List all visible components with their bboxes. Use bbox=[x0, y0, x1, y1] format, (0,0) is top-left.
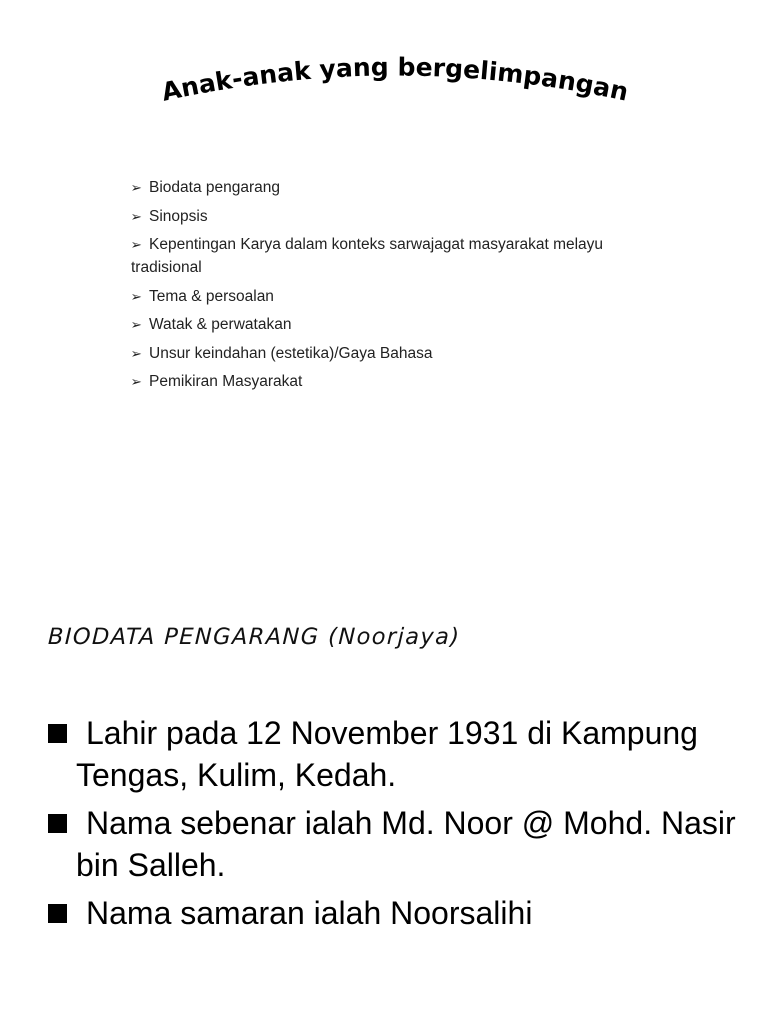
fact-item bbox=[48, 802, 738, 886]
arrow-bullet-icon: ➢ bbox=[130, 345, 143, 361]
outline-item-label: Pemikiran Masyarakat bbox=[149, 373, 303, 390]
outline-item bbox=[131, 342, 671, 365]
fact-text: Nama samaran ialah Noorsalihi bbox=[86, 895, 533, 931]
outline-item bbox=[131, 176, 671, 199]
outline-item bbox=[131, 313, 671, 336]
arrow-bullet-icon: ➢ bbox=[130, 237, 143, 252]
square-bullet-icon bbox=[48, 724, 67, 743]
square-bullet-icon bbox=[48, 814, 67, 833]
outline-item bbox=[131, 370, 671, 393]
square-bullet-icon bbox=[48, 904, 67, 923]
outline-item-label: Sinopsis bbox=[149, 207, 208, 225]
biodata-heading: BIODATA PENGARANG (Noorjaya) bbox=[47, 624, 461, 650]
fact-text: Lahir pada 12 November 1931 di Kampung Tengas, Kulim, Kedah. bbox=[76, 715, 698, 793]
outline-item bbox=[131, 205, 671, 228]
fact-item bbox=[48, 712, 738, 796]
outline-item-label: Biodata pengarang bbox=[149, 179, 281, 196]
outline-item-label: Tema & persoalan bbox=[149, 287, 274, 305]
fact-text: Nama sebenar ialah Md. Noor @ Mohd. Nasir bin Salleh. bbox=[76, 805, 736, 883]
outline-item bbox=[131, 285, 671, 308]
arrow-bullet-icon: ➢ bbox=[130, 288, 143, 304]
title-text bbox=[159, 52, 631, 106]
arrow-bullet-icon: ➢ bbox=[130, 208, 143, 224]
outline-item bbox=[131, 233, 671, 279]
outline-item-label: Watak & perwatakan bbox=[149, 316, 292, 333]
outline-item-label: Unsur keindahan (estetika)/Gaya Bahasa bbox=[149, 344, 433, 362]
arrow-bullet-icon: ➢ bbox=[130, 374, 143, 389]
wordart-title bbox=[150, 52, 640, 125]
arrow-bullet-icon: ➢ bbox=[130, 317, 143, 332]
biodata-facts-list bbox=[48, 712, 738, 940]
fact-item bbox=[48, 892, 738, 934]
title-textpath: Anak-anak yang bergelimpangan bbox=[159, 52, 631, 107]
outline-list bbox=[131, 176, 671, 399]
arrow-bullet-icon: ➢ bbox=[130, 180, 143, 195]
outline-item-label: Kepentingan Karya dalam konteks sarwajagat masyarakat melayu tradisional bbox=[131, 236, 604, 276]
